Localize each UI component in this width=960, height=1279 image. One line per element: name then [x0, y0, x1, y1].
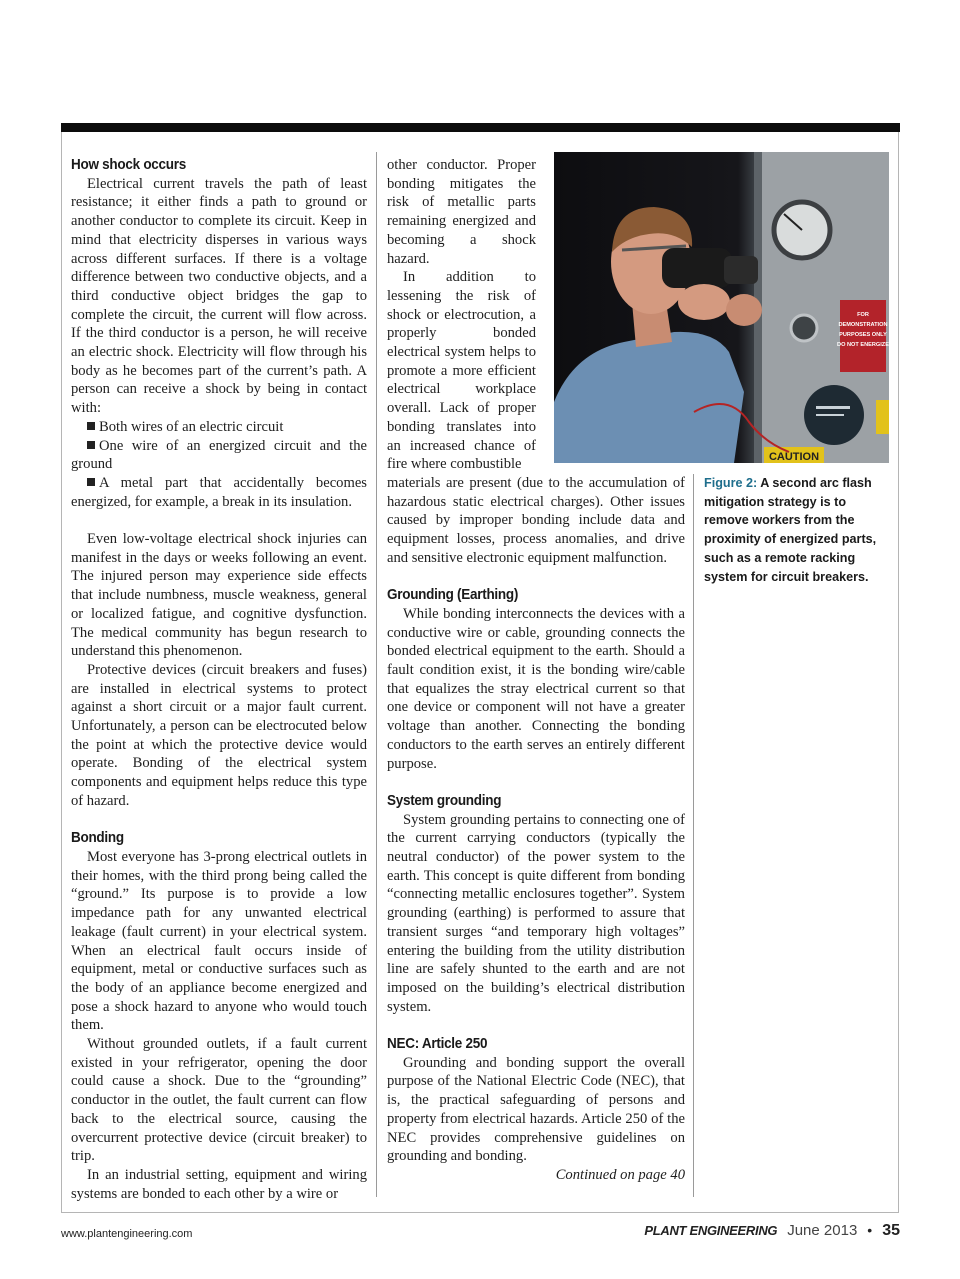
camera-lens: [724, 256, 758, 284]
article-column-2: [387, 474, 685, 1185]
article-column-2-narrow: [387, 156, 536, 474]
camera-device: [662, 248, 732, 288]
column-divider-2: [693, 474, 694, 1197]
footer-publication-info: [644, 1222, 900, 1240]
paragraph: other conductor. Proper bonding mitigates the risk of metallic parts remaining energized and becoming a shock hazard.: [387, 157, 536, 267]
paragraph: In an industrial setting, equipment and wiring systems are bonded to each other by a wire or: [71, 1166, 367, 1202]
sign-text-line: DO NOT ENERGIZE: [837, 342, 889, 348]
sign-text-line: FOR: [857, 312, 869, 318]
nameplate-line: [816, 414, 844, 416]
worker-hand: [726, 294, 762, 326]
top-bar: [61, 123, 900, 132]
worker-shirt: [554, 332, 744, 463]
sign-text-line: PURPOSES ONLY: [839, 332, 887, 338]
bullet-item: Both wires of an electric circuit: [71, 418, 367, 437]
paragraph: Electrical current travels the path of least resistance; it either finds a path to ground or another conductor to complete its circuit. Keep in mind that electricity disperses in various ways across different surfaces. If there is a voltage difference between two conductive objects, and a third conductive object bridges the gap to complete the circuit, the current will flow across. If the third conductor is a person, he will receive an electric shock. Electricity will flow through his body as he becomes part of the current’s path. A person can receive a shock by being in contact with:: [71, 175, 367, 417]
figure-caption: [704, 474, 890, 586]
heading-bonding: Bonding: [71, 829, 124, 847]
worker-hand: [678, 284, 730, 320]
paragraph: Without grounded outlets, if a fault current existed in your refrigerator, opening the door could cause a shock. Due to the “grounding” conductor in the outlet, the fault current can flow back to the electrical source, causing the overcurrent protective device (circuit breaker) to trip.: [71, 1036, 367, 1165]
paragraph: While bonding interconnects the devices with a conductive wire or cable, grounding connects the bonded electrical equipment to the earth. Should a fault condition exist, it is the bonding wire/cable that equalizes the stray electrical current so that one device or component will not have a greater voltage than another. Connecting the bonding conductors to the earth serves an entirely different purpose.: [387, 605, 685, 772]
article-column-1: [71, 156, 367, 1203]
frame-left-border: [61, 132, 62, 1213]
footer-separator: •: [867, 1222, 873, 1238]
caution-sticker: [876, 400, 889, 434]
paragraph: Even low-voltage electrical shock injuries can manifest in the days or weeks following an event. The injured person may experience side effects that include numbness, muscle weakness, general or localized fatigue, and cognitive dysfunction. The medical community has begun research to understand this phenomenon.: [71, 531, 367, 660]
figure-caption-text: A second arc flash mitigation strategy is to remove workers from the proximity of energized parts, such as a remote racking system for circuit breakers.: [704, 476, 877, 584]
heading-system-grounding: System grounding: [387, 791, 502, 809]
paragraph: Most everyone has 3-prong electrical outlets in their homes, with the third prong being called the “ground.” Its purpose is to provide a low impedance path for any unwanted electrical leakage (fault current) in your electrical system. When an electrical fault occurs inside of equipment, metal or conductive surfaces such as the body of an appliance become energized and pose a shock hazard to anyone who would touch them.: [71, 848, 367, 1034]
continued-link: Continued on page 40: [555, 1166, 685, 1183]
footer-date: June 2013: [787, 1222, 858, 1239]
paragraph: Protective devices (circuit breakers and fuses) are installed in electrical systems to protect against a short circuit or a major fault current. Unfortunately, a person can be electrocuted below the point at which the protective device would operate. Bonding of the electrical system components and equipment helps reduce this type of hazard.: [71, 661, 367, 809]
photo-illustration: [554, 152, 889, 463]
paragraph: System grounding pertains to connecting one of the current carrying conductors (typically the neutral conductor) of the power system to the earth. This concept is quite different from bonding “connecting metallic enclosures together”. System grounding (earthing) is performed to assure that transient surges “and temporary high voltages” entering the building from the utility distribution line are safely shunted to the earth and are not imposed on the building’s electrical distribution system.: [387, 811, 685, 1015]
sign-text-line: DEMONSTRATION: [838, 322, 888, 328]
bullet-item: A metal part that accidentally becomes energized, for example, a break in its insulation.: [71, 474, 367, 510]
caution-label-text: CAUTION: [768, 451, 820, 463]
paragraph: In addition to lessening the risk of shock or electrocution, a properly bonded electrical system helps to promote a more efficient electrical workplace overall. Lack of proper bonding translates into an increased chance of fire where combustible: [387, 269, 536, 473]
column-divider-1: [376, 152, 377, 1197]
paragraph: Grounding and bonding support the overall purpose of the National Electric Code (NEC), that is, the practical safeguarding of persons and property from electrical hazards. Article 250 of the NEC provides comprehensive guidelines on grounding and bonding.: [387, 1054, 685, 1165]
nameplate-line: [816, 406, 850, 409]
footer-url: www.plantengineering.com: [61, 1228, 193, 1240]
heading-grounding: Grounding (Earthing): [387, 586, 519, 604]
frame-bottom-border: [61, 1212, 899, 1213]
figure-photo: [554, 152, 889, 463]
bullet-item: One wire of an energized circuit and the ground: [71, 437, 367, 473]
heading-nec-article-250: NEC: Article 250: [387, 1035, 488, 1053]
footer-publication: PLANT ENGINEERING: [644, 1223, 778, 1238]
frame-right-border: [898, 132, 899, 1213]
heading-how-shock-occurs: How shock occurs: [71, 156, 186, 173]
panel-dial: [791, 315, 817, 341]
figure-label: Figure 2:: [704, 476, 758, 490]
paragraph-continued: materials are present (due to the accumulation of hazardous static electrical charges). Other issues caused by improper bonding include data and equipment losses, process anomalies, and drive and sensitive electronic equipment malfunction.: [387, 475, 685, 566]
page-number: 35: [882, 1222, 900, 1239]
